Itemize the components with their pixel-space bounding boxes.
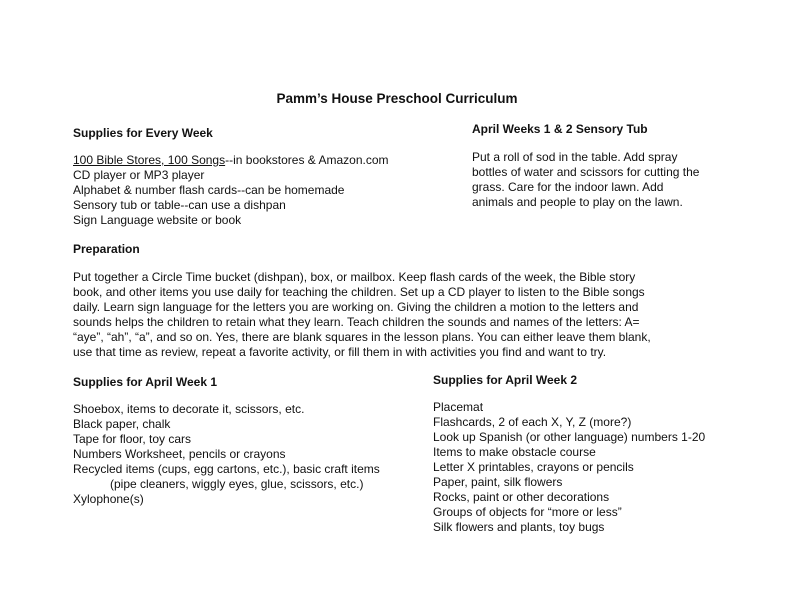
text-line: daily. Learn sign language for the letters you are working on. Giving the children a motion to the letters and [73, 300, 639, 314]
list-item-continued: (pipe cleaners, wiggly eyes, glue, scissors, etc.) [110, 477, 364, 491]
week2-heading: Supplies for April Week 2 [433, 373, 578, 387]
week1-list [73, 402, 380, 507]
preparation-paragraph [73, 270, 651, 360]
text-line: bottles of water and scissors for cutting the [472, 165, 700, 179]
list-item: Placemat [433, 400, 484, 414]
list-item: Sensory tub or table--can use a dishpan [73, 198, 286, 212]
list-item: Groups of objects for “more or less” [433, 505, 622, 519]
list-item: Letter X printables, crayons or pencils [433, 460, 634, 474]
list-item: CD player or MP3 player [73, 168, 205, 182]
text-line: grass. Care for the indoor lawn. Add [472, 180, 664, 194]
list-item: Silk flowers and plants, toy bugs [433, 520, 605, 534]
list-item: Alphabet & number flash cards--can be homemade [73, 183, 345, 197]
week2-list [433, 400, 705, 535]
list-item: Flashcards, 2 of each X, Y, Z (more?) [433, 415, 632, 429]
list-item: Numbers Worksheet, pencils or crayons [73, 447, 286, 461]
list-item: Black paper, chalk [73, 417, 171, 431]
page-title: Pamm’s House Preschool Curriculum [276, 91, 518, 106]
list-item: Paper, paint, silk flowers [433, 475, 563, 489]
book-note: --in bookstores & Amazon.com [225, 153, 389, 167]
list-item: Rocks, paint or other decorations [433, 490, 610, 504]
list-item: Shoebox, items to decorate it, scissors, etc. [73, 402, 305, 416]
book-title: 100 Bible Stores, 100 Songs [73, 153, 226, 167]
list-item [73, 153, 389, 168]
text-line: “aye”, “ah”, “a”, and so on. Yes, there are blank squares in the lesson plans. You can either leave them blank, [73, 330, 651, 344]
list-item: Look up Spanish (or other language) numbers 1-20 [433, 430, 706, 444]
text-line: Put together a Circle Time bucket (dishpan), box, or mailbox. Keep flash cards of the week, the Bible story [73, 270, 636, 284]
text-line: use that time as review, repeat a favorite activity, or fill them in with activities you find and want to try. [73, 345, 607, 359]
list-item: Tape for floor, toy cars [73, 432, 192, 446]
list-item: Recycled items (cups, egg cartons, etc.), basic craft items [73, 462, 380, 476]
text-line: Put a roll of sod in the table. Add spray [472, 150, 678, 164]
sensory-tub-text [472, 150, 699, 210]
preparation-heading: Preparation [73, 242, 140, 256]
text-line: animals and people to play on the lawn. [472, 195, 683, 209]
text-line: sounds helps the children to retain what they learn. Teach children the sounds and names of the letters: A= [73, 315, 640, 329]
sensory-tub-heading: April Weeks 1 & 2 Sensory Tub [472, 122, 648, 136]
list-item: Xylophone(s) [73, 492, 144, 506]
list-item: Items to make obstacle course [433, 445, 596, 459]
list-item: Sign Language website or book [73, 213, 242, 227]
text-line: book, and other items you use daily for teaching the children. Set up a CD player to listen to the Bible songs [73, 285, 645, 299]
every-week-heading: Supplies for Every Week [73, 126, 213, 140]
every-week-list [73, 153, 389, 228]
week1-heading: Supplies for April Week 1 [73, 375, 218, 389]
